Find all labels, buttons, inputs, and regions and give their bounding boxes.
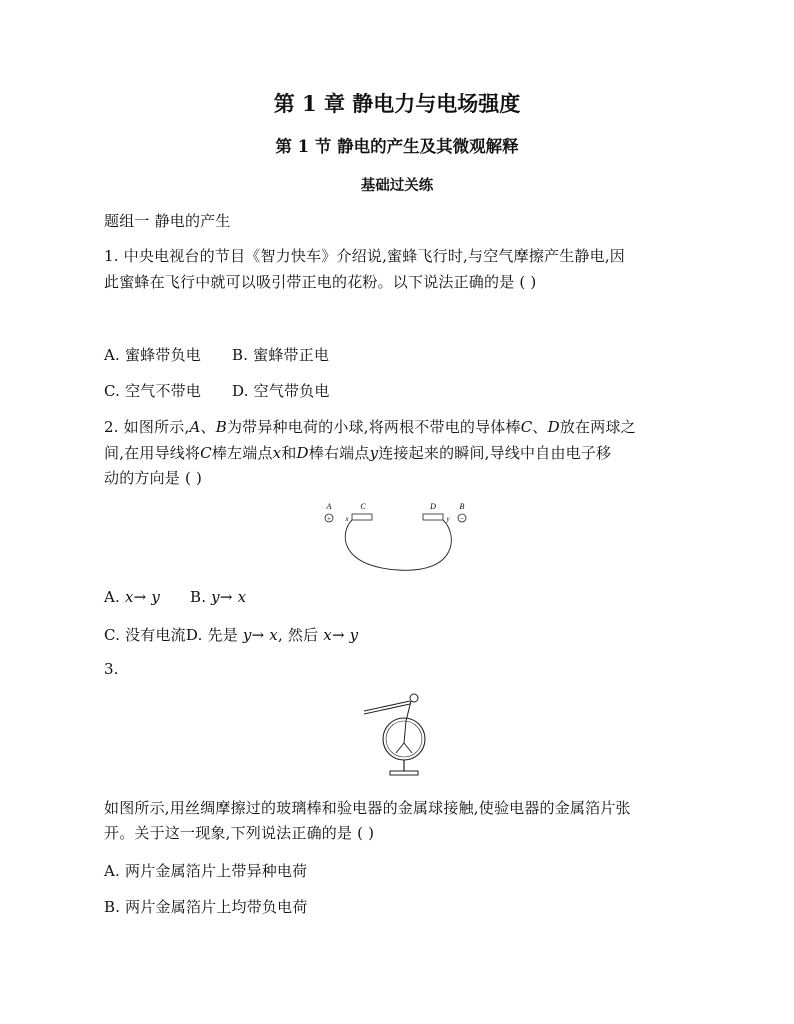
q1-line2: 此蜜蜂在飞行中就可以吸引带正电的花粉。以下说法正确的是 ( ) <box>104 273 537 291</box>
rod-c <box>352 514 372 520</box>
q3-line1: 如图所示,用丝绸摩擦过的玻璃棒和验电器的金属球接触,使验电器的金属箔片张 <box>104 799 631 817</box>
var-C: C <box>520 418 533 436</box>
chapter-title: 第 1 章 静电力与电场强度 <box>273 91 521 116</box>
q2-circuit-figure <box>322 500 472 582</box>
q1-option-b: B. 蜜蜂带正电 <box>232 346 330 364</box>
option-label: A. <box>104 588 121 606</box>
option-value: y→ x <box>242 626 278 644</box>
q2-text: 、 <box>200 418 216 436</box>
q2-text: 、 <box>532 418 548 436</box>
stand-base <box>390 771 418 775</box>
figure-label-C: C <box>360 502 366 511</box>
var-B: B <box>215 418 227 436</box>
q3-option-a: A. 两片金属箔片上带异种电荷 <box>104 862 308 880</box>
q2-option-b <box>190 588 246 606</box>
q2-line1 <box>104 416 636 437</box>
q3-number: 3. <box>104 660 119 678</box>
option-label: B. <box>190 588 207 606</box>
minus-sign: − <box>460 515 464 523</box>
q1-option-a: A. 蜜蜂带负电 <box>104 346 201 364</box>
connecting-wire <box>345 520 451 570</box>
q2-option-d-label: D. 先是 <box>185 626 238 644</box>
q2-text: 连接起来的瞬间,导线中自由电子移 <box>378 444 612 462</box>
var-D: D <box>547 418 560 436</box>
rod-d <box>423 514 443 520</box>
q1-option-c: C. 空气不带电 <box>104 382 202 400</box>
q2-text: 棒左端点 <box>211 444 273 462</box>
var-y: y <box>369 444 379 462</box>
q3-line2: 开。关于这一现象,下列说法正确的是 ( ) <box>104 824 375 842</box>
q3-option-b: B. 两片金属箔片上均带负电荷 <box>104 898 308 916</box>
practice-title: 基础过关练 <box>360 177 434 194</box>
metal-leaf-right <box>404 743 412 753</box>
metal-ball <box>410 694 418 702</box>
q2-text: 棒右端点 <box>308 444 370 462</box>
figure-label-D: D <box>430 502 436 511</box>
q2-text: 为带异种电荷的小球,将两根不带电的导体棒 <box>226 418 521 436</box>
option-value: x→ y <box>124 588 161 606</box>
section-title: 第 1 节 静电的产生及其微观解释 <box>275 137 519 156</box>
q2-text: 和 <box>281 444 297 462</box>
q2-option-a <box>104 588 160 606</box>
q2-text: 间,在用导线将 <box>104 444 201 462</box>
q2-text: , 然后 <box>277 626 319 644</box>
figure-label-y: y <box>446 515 450 523</box>
q2-line3: 动的方向是 ( ) <box>104 469 203 487</box>
var-D: D <box>296 444 309 462</box>
q1-line1: 1. 中央电视台的节目《智力快车》介绍说,蜜蜂飞行时,与空气摩擦产生静电,因 <box>104 247 625 265</box>
option-value: x→ y <box>323 626 359 644</box>
figure-label-B: B <box>459 502 465 511</box>
q2-option-c: C. 没有电流 <box>104 626 186 644</box>
q2-line2 <box>104 442 611 463</box>
var-A: A <box>189 418 201 436</box>
metal-leaf-left <box>396 743 404 753</box>
figure-label-A: A <box>326 502 332 511</box>
q2-text: 2. 如图所示, <box>104 418 190 436</box>
figure-label-x: x <box>345 515 349 523</box>
var-C: C <box>200 444 212 462</box>
var-x: x <box>272 444 282 462</box>
option-value: y→ x <box>211 588 247 606</box>
q2-text: 放在两球之 <box>559 418 636 436</box>
q1-option-d: D. 空气带负电 <box>232 382 330 400</box>
electroscope-figure <box>360 685 450 780</box>
q2-option-cd <box>104 624 358 645</box>
plus-sign: + <box>327 515 331 523</box>
group-title: 题组一 静电的产生 <box>104 212 231 230</box>
